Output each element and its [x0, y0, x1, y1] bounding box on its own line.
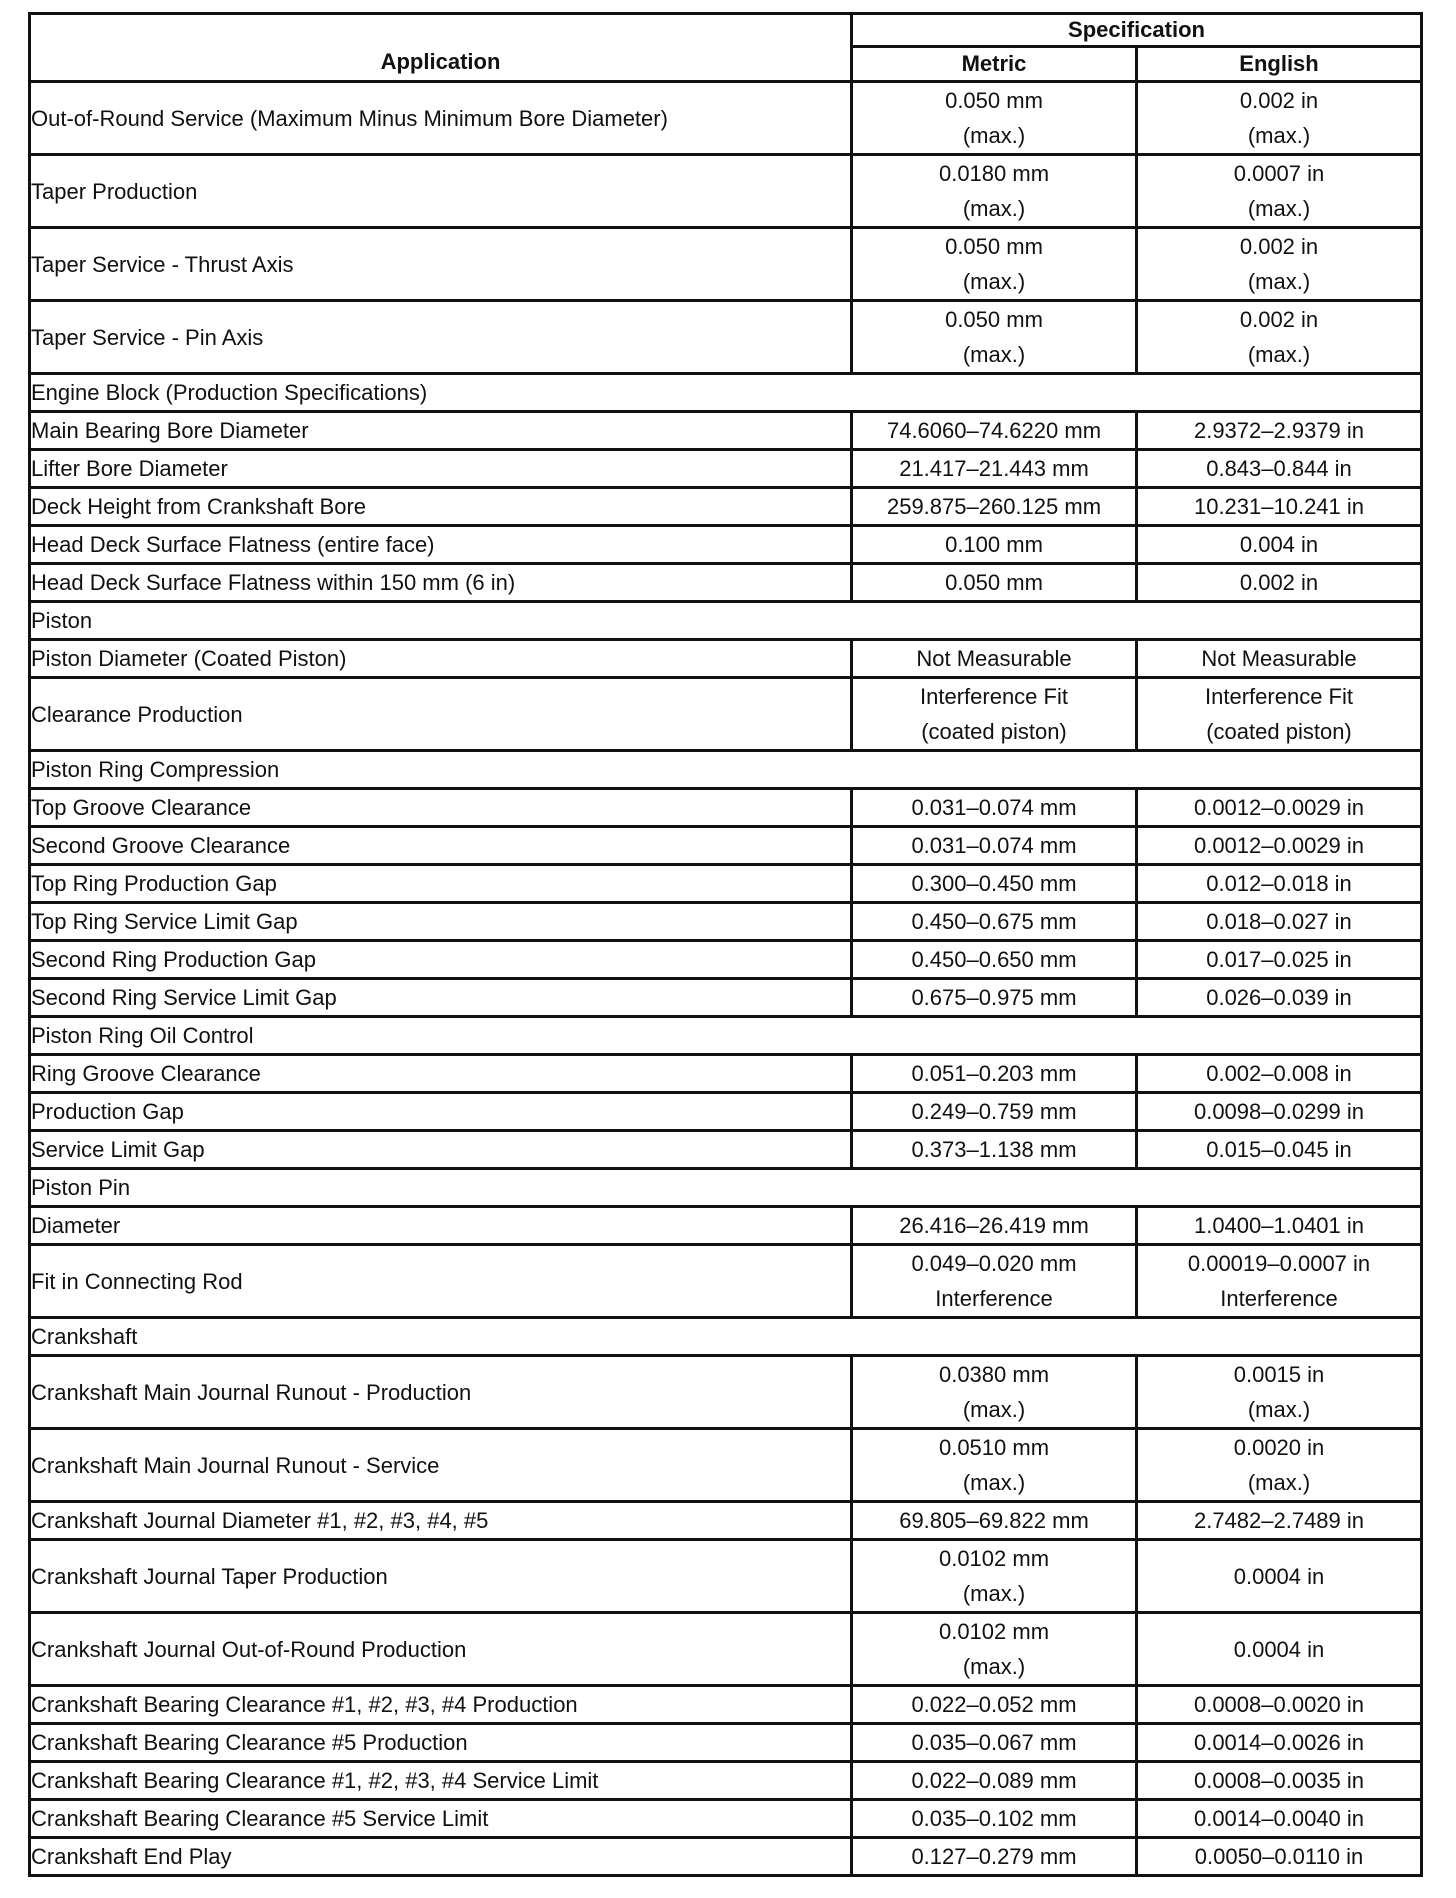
- metric-value-line: 0.050 mm: [945, 307, 1043, 332]
- table-row: [30, 1540, 1422, 1613]
- application-cell: Ring Groove Clearance: [30, 1055, 852, 1093]
- table-row: [30, 789, 1422, 827]
- metric-value-line: 0.050 mm: [945, 570, 1043, 595]
- application-cell: Piston Diameter (Coated Piston): [30, 640, 852, 678]
- metric-cell: [852, 526, 1137, 564]
- metric-value-line: 0.0180 mm: [938, 161, 1050, 186]
- english-cell: [1137, 789, 1422, 827]
- english-value-line: Interference: [1220, 1286, 1338, 1311]
- specification-table: [28, 12, 1423, 1877]
- application-cell: Deck Height from Crankshaft Bore: [30, 488, 852, 526]
- section-row: [30, 1169, 1422, 1207]
- table-row: [30, 1724, 1422, 1762]
- section-heading: Piston Pin: [30, 1169, 1422, 1207]
- application-cell: Second Groove Clearance: [30, 827, 852, 865]
- section-row: [30, 751, 1422, 789]
- english-value-line: 0.002 in: [1239, 307, 1319, 332]
- english-value-line: 0.002 in: [1239, 234, 1319, 259]
- table-row: [30, 640, 1422, 678]
- english-cell: [1137, 903, 1422, 941]
- english-cell: [1137, 564, 1422, 602]
- english-cell: [1137, 865, 1422, 903]
- table-row: [30, 526, 1422, 564]
- metric-cell: [852, 1613, 1137, 1686]
- metric-value-line: 259.875–260.125 mm: [886, 494, 1102, 519]
- metric-cell: [852, 82, 1137, 155]
- metric-cell: [852, 450, 1137, 488]
- application-cell: Lifter Bore Diameter: [30, 450, 852, 488]
- english-value-line: 10.231–10.241 in: [1193, 494, 1365, 519]
- english-cell: [1137, 155, 1422, 228]
- application-cell: Taper Production: [30, 155, 852, 228]
- english-cell: [1137, 640, 1422, 678]
- application-cell: Out-of-Round Service (Maximum Minus Minimum Bore Diameter): [30, 82, 852, 155]
- application-cell: Fit in Connecting Rod: [30, 1245, 852, 1318]
- english-cell: [1137, 228, 1422, 301]
- english-cell: [1137, 678, 1422, 751]
- section-heading: Piston Ring Compression: [30, 751, 1422, 789]
- header-specification: Specification: [852, 14, 1422, 47]
- english-value-line: 0.002 in: [1239, 88, 1319, 113]
- application-cell: Second Ring Production Gap: [30, 941, 852, 979]
- english-cell: [1137, 1356, 1422, 1429]
- application-cell: Service Limit Gap: [30, 1131, 852, 1169]
- english-value-line: 0.026–0.039 in: [1206, 985, 1352, 1010]
- metric-cell: [852, 155, 1137, 228]
- metric-value-line: 0.050 mm: [945, 234, 1043, 259]
- english-cell: [1137, 1540, 1422, 1613]
- metric-cell: [852, 979, 1137, 1017]
- english-cell: [1137, 1686, 1422, 1724]
- table-row: [30, 865, 1422, 903]
- metric-cell: [852, 640, 1137, 678]
- english-value-line: 0.0014–0.0026 in: [1193, 1730, 1365, 1755]
- english-value-line: 0.00019–0.0007 in: [1187, 1251, 1371, 1276]
- english-cell: [1137, 412, 1422, 450]
- application-cell: Taper Service - Pin Axis: [30, 301, 852, 374]
- table-row: [30, 1245, 1422, 1318]
- application-cell: Crankshaft Main Journal Runout - Service: [30, 1429, 852, 1502]
- application-cell: Top Groove Clearance: [30, 789, 852, 827]
- metric-cell: [852, 301, 1137, 374]
- application-cell: Crankshaft Journal Out-of-Round Production: [30, 1613, 852, 1686]
- table-row: [30, 903, 1422, 941]
- english-value-line: 0.017–0.025 in: [1206, 947, 1352, 972]
- table-row: [30, 941, 1422, 979]
- english-cell: [1137, 1613, 1422, 1686]
- metric-value-line: 0.049–0.020 mm: [911, 1251, 1077, 1276]
- header-english: English: [1137, 47, 1422, 82]
- english-value-line: 0.002 in: [1239, 570, 1319, 595]
- metric-cell: [852, 228, 1137, 301]
- table-row: [30, 678, 1422, 751]
- english-value-line: 0.012–0.018 in: [1206, 871, 1352, 896]
- metric-value-line: 0.035–0.067 mm: [911, 1730, 1077, 1755]
- table-row: [30, 827, 1422, 865]
- metric-value-line: 0.050 mm: [945, 88, 1043, 113]
- application-cell: Main Bearing Bore Diameter: [30, 412, 852, 450]
- english-value-line: 0.0012–0.0029 in: [1193, 795, 1365, 820]
- english-cell: [1137, 1429, 1422, 1502]
- table-row: [30, 1207, 1422, 1245]
- english-cell: [1137, 1055, 1422, 1093]
- english-value-line: 0.0014–0.0040 in: [1193, 1806, 1365, 1831]
- english-value-line: Not Measurable: [1201, 646, 1357, 671]
- metric-cell: [852, 678, 1137, 751]
- application-cell: Head Deck Surface Flatness within 150 mm (6 in): [30, 564, 852, 602]
- metric-cell: [852, 1800, 1137, 1838]
- table-row: [30, 1686, 1422, 1724]
- metric-value-line: 0.450–0.675 mm: [911, 909, 1077, 934]
- english-cell: [1137, 1724, 1422, 1762]
- english-value-line: 2.7482–2.7489 in: [1193, 1508, 1365, 1533]
- table-row: [30, 1800, 1422, 1838]
- application-cell: Crankshaft Bearing Clearance #5 Service Limit: [30, 1800, 852, 1838]
- metric-cell: [852, 1686, 1137, 1724]
- english-value-line: 0.0020 in: [1233, 1435, 1325, 1460]
- english-cell: [1137, 1502, 1422, 1540]
- table-row: [30, 564, 1422, 602]
- metric-value-line: 0.0102 mm: [938, 1546, 1050, 1571]
- english-cell: [1137, 1207, 1422, 1245]
- table-row: [30, 228, 1422, 301]
- english-value-line: 0.0007 in: [1233, 161, 1325, 186]
- metric-cell: [852, 564, 1137, 602]
- metric-cell: [852, 1245, 1137, 1318]
- metric-cell: [852, 1838, 1137, 1876]
- metric-value-line: (max.): [962, 1654, 1026, 1679]
- application-cell: Diameter: [30, 1207, 852, 1245]
- english-value-line: (max.): [1247, 342, 1311, 367]
- application-cell: Taper Service - Thrust Axis: [30, 228, 852, 301]
- english-value-line: 0.0050–0.0110 in: [1194, 1844, 1364, 1869]
- english-value-line: 0.018–0.027 in: [1206, 909, 1352, 934]
- english-value-line: 0.0004 in: [1233, 1563, 1325, 1589]
- english-value-line: 0.0008–0.0020 in: [1193, 1692, 1365, 1717]
- english-value-line: 0.0015 in: [1233, 1362, 1325, 1387]
- english-value-line: 2.9372–2.9379 in: [1193, 418, 1365, 443]
- table-row: [30, 155, 1422, 228]
- section-row: [30, 602, 1422, 640]
- english-cell: [1137, 526, 1422, 564]
- metric-cell: [852, 1762, 1137, 1800]
- table-row: [30, 1429, 1422, 1502]
- english-value-line: (max.): [1247, 1397, 1311, 1422]
- application-cell: Top Ring Production Gap: [30, 865, 852, 903]
- table-row: [30, 979, 1422, 1017]
- metric-value-line: 0.035–0.102 mm: [911, 1806, 1077, 1831]
- metric-value-line: 69.805–69.822 mm: [899, 1508, 1089, 1533]
- english-value-line: (max.): [1247, 1470, 1311, 1495]
- english-cell: [1137, 1762, 1422, 1800]
- metric-value-line: Not Measurable: [916, 646, 1072, 671]
- english-value-line: 0.004 in: [1239, 532, 1319, 557]
- metric-value-line: 0.022–0.089 mm: [911, 1768, 1077, 1793]
- english-cell: [1137, 450, 1422, 488]
- metric-value-line: 0.031–0.074 mm: [911, 833, 1077, 858]
- header-metric: Metric: [852, 47, 1137, 82]
- section-heading: Piston Ring Oil Control: [30, 1017, 1422, 1055]
- table-row: [30, 82, 1422, 155]
- table-row: [30, 1131, 1422, 1169]
- metric-cell: [852, 1356, 1137, 1429]
- english-value-line: 0.015–0.045 in: [1206, 1137, 1352, 1162]
- header-application: Application: [30, 14, 852, 82]
- metric-value-line: 0.022–0.052 mm: [911, 1692, 1077, 1717]
- application-cell: Crankshaft Bearing Clearance #1, #2, #3, #4 Service Limit: [30, 1762, 852, 1800]
- metric-value-line: 0.031–0.074 mm: [911, 795, 1077, 820]
- metric-value-line: (max.): [962, 1470, 1026, 1495]
- metric-cell: [852, 1207, 1137, 1245]
- application-cell: Crankshaft End Play: [30, 1838, 852, 1876]
- english-value-line: Interference Fit: [1205, 684, 1353, 709]
- application-cell: Crankshaft Journal Taper Production: [30, 1540, 852, 1613]
- metric-cell: [852, 1131, 1137, 1169]
- metric-value-line: Interference Fit: [920, 684, 1068, 709]
- table-body: [30, 82, 1422, 1876]
- english-cell: [1137, 82, 1422, 155]
- table-row: [30, 1055, 1422, 1093]
- english-cell: [1137, 1131, 1422, 1169]
- english-value-line: 0.0012–0.0029 in: [1193, 833, 1365, 858]
- metric-value-line: (max.): [962, 123, 1026, 148]
- metric-value-line: (max.): [962, 269, 1026, 294]
- metric-value-line: 74.6060–74.6220 mm: [886, 418, 1102, 443]
- table-row: [30, 412, 1422, 450]
- english-value-line: (max.): [1247, 196, 1311, 221]
- metric-cell: [852, 1502, 1137, 1540]
- english-value-line: 1.0400–1.0401 in: [1193, 1213, 1365, 1238]
- section-heading: Crankshaft: [30, 1318, 1422, 1356]
- application-cell: Clearance Production: [30, 678, 852, 751]
- application-cell: Head Deck Surface Flatness (entire face): [30, 526, 852, 564]
- section-row: [30, 1017, 1422, 1055]
- metric-cell: [852, 412, 1137, 450]
- english-cell: [1137, 1800, 1422, 1838]
- section-heading: Engine Block (Production Specifications): [30, 374, 1422, 412]
- application-cell: Crankshaft Bearing Clearance #5 Production: [30, 1724, 852, 1762]
- table-row: [30, 301, 1422, 374]
- table-row: [30, 488, 1422, 526]
- english-value-line: 0.0008–0.0035 in: [1193, 1768, 1365, 1793]
- metric-value-line: 0.675–0.975 mm: [911, 985, 1077, 1010]
- application-cell: Crankshaft Main Journal Runout - Production: [30, 1356, 852, 1429]
- metric-value-line: 0.100 mm: [945, 532, 1043, 557]
- metric-value-line: (max.): [962, 342, 1026, 367]
- english-cell: [1137, 941, 1422, 979]
- english-value-line: 0.0098–0.0299 in: [1193, 1099, 1365, 1124]
- section-row: [30, 1318, 1422, 1356]
- metric-value-line: (max.): [962, 1397, 1026, 1422]
- table-row: [30, 1502, 1422, 1540]
- english-value-line: (coated piston): [1206, 719, 1352, 744]
- metric-cell: [852, 1093, 1137, 1131]
- metric-cell: [852, 1055, 1137, 1093]
- metric-cell: [852, 789, 1137, 827]
- metric-value-line: 26.416–26.419 mm: [899, 1213, 1089, 1238]
- metric-cell: [852, 865, 1137, 903]
- metric-cell: [852, 827, 1137, 865]
- table-row: [30, 450, 1422, 488]
- english-value-line: 0.002–0.008 in: [1206, 1061, 1352, 1086]
- section-heading: Piston: [30, 602, 1422, 640]
- section-row: [30, 374, 1422, 412]
- metric-value-line: 21.417–21.443 mm: [899, 456, 1089, 481]
- metric-value-line: 0.373–1.138 mm: [911, 1137, 1077, 1162]
- application-cell: Production Gap: [30, 1093, 852, 1131]
- application-cell: Crankshaft Journal Diameter #1, #2, #3, #4, #5: [30, 1502, 852, 1540]
- metric-value-line: 0.249–0.759 mm: [911, 1099, 1077, 1124]
- table-row: [30, 1613, 1422, 1686]
- english-cell: [1137, 979, 1422, 1017]
- english-cell: [1137, 488, 1422, 526]
- metric-value-line: 0.127–0.279 mm: [911, 1844, 1077, 1869]
- english-cell: [1137, 301, 1422, 374]
- metric-value-line: 0.450–0.650 mm: [911, 947, 1077, 972]
- application-cell: Top Ring Service Limit Gap: [30, 903, 852, 941]
- english-cell: [1137, 1245, 1422, 1318]
- metric-value-line: (max.): [962, 196, 1026, 221]
- metric-value-line: 0.0510 mm: [938, 1435, 1050, 1460]
- metric-value-line: (coated piston): [921, 719, 1067, 744]
- metric-cell: [852, 1429, 1137, 1502]
- english-value-line: 0.0004 in: [1233, 1636, 1325, 1662]
- metric-cell: [852, 941, 1137, 979]
- metric-cell: [852, 1540, 1137, 1613]
- metric-cell: [852, 1724, 1137, 1762]
- application-cell: Crankshaft Bearing Clearance #1, #2, #3, #4 Production: [30, 1686, 852, 1724]
- table-row: [30, 1838, 1422, 1876]
- table-row: [30, 1093, 1422, 1131]
- metric-value-line: 0.0380 mm: [938, 1362, 1050, 1387]
- metric-cell: [852, 903, 1137, 941]
- metric-value-line: (max.): [962, 1581, 1026, 1606]
- table-row: [30, 1762, 1422, 1800]
- english-cell: [1137, 1093, 1422, 1131]
- metric-cell: [852, 488, 1137, 526]
- english-value-line: (max.): [1247, 269, 1311, 294]
- table-row: [30, 1356, 1422, 1429]
- english-cell: [1137, 1838, 1422, 1876]
- english-cell: [1137, 827, 1422, 865]
- english-value-line: (max.): [1247, 123, 1311, 148]
- metric-value-line: Interference: [935, 1286, 1053, 1311]
- metric-value-line: 0.051–0.203 mm: [911, 1061, 1077, 1086]
- metric-value-line: 0.300–0.450 mm: [911, 871, 1077, 896]
- english-value-line: 0.843–0.844 in: [1206, 456, 1352, 481]
- metric-value-line: 0.0102 mm: [938, 1619, 1050, 1644]
- application-cell: Second Ring Service Limit Gap: [30, 979, 852, 1017]
